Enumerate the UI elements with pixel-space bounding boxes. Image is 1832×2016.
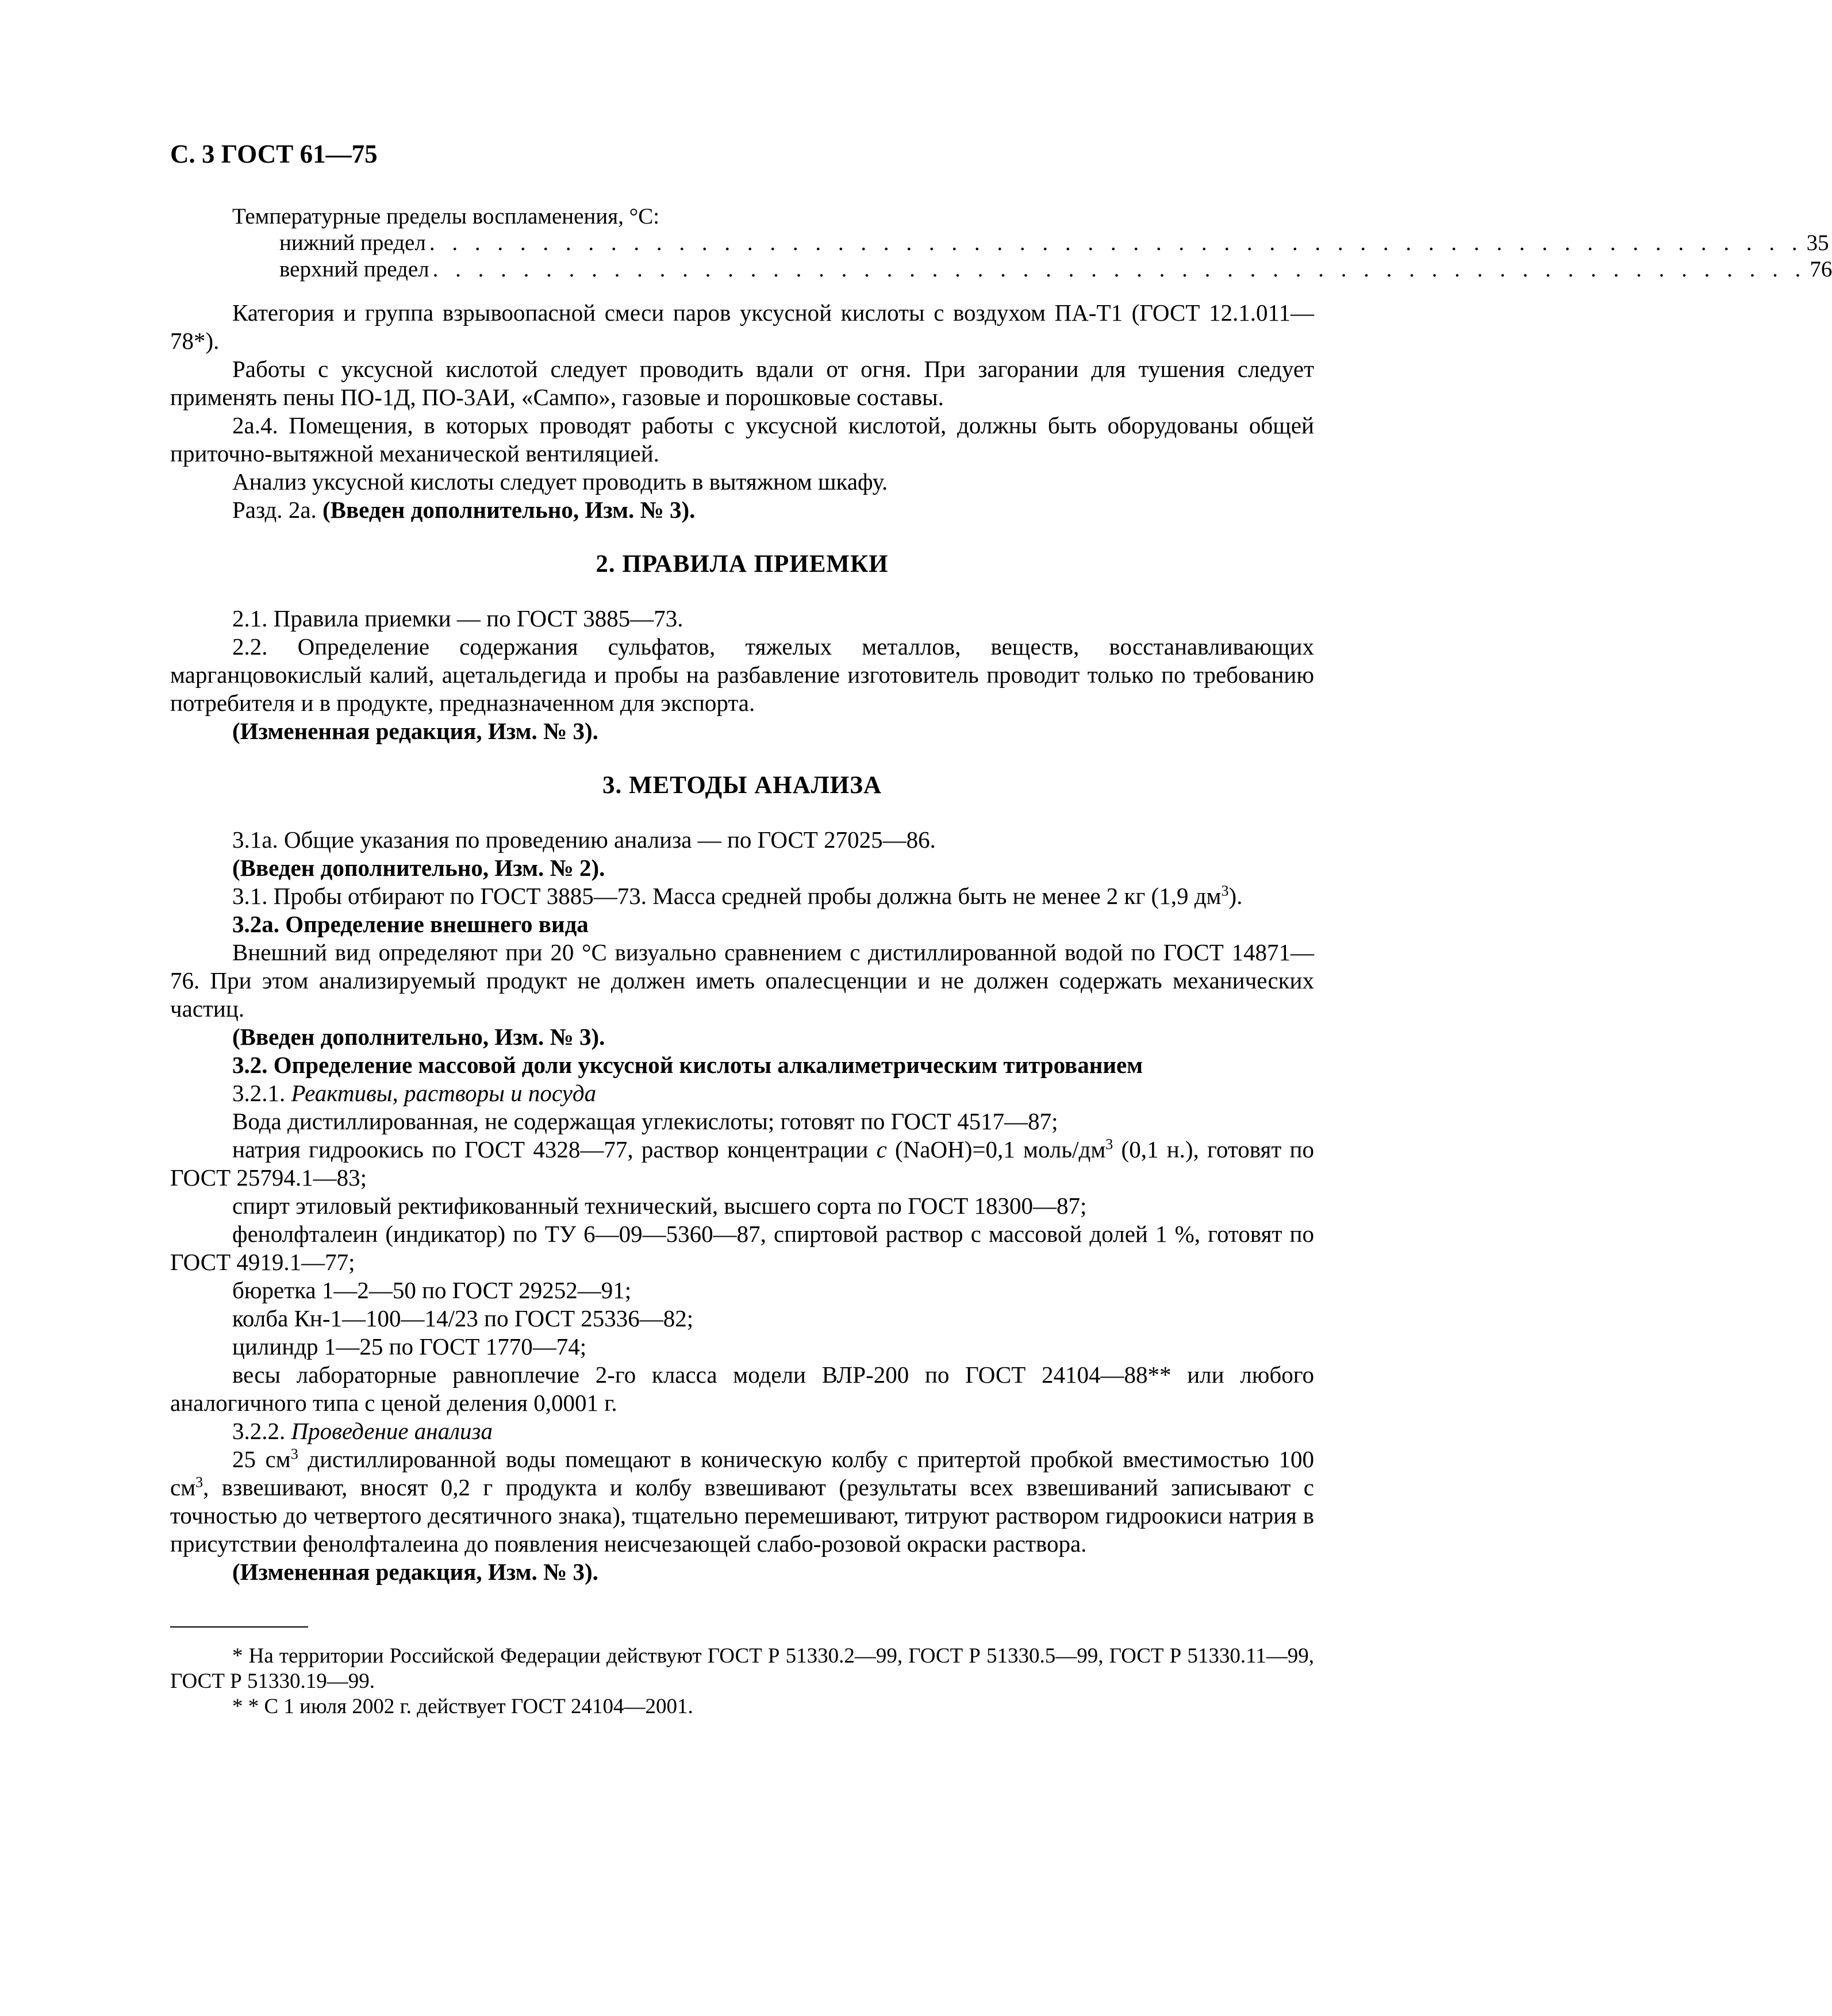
subsection-heading	[170, 1417, 1314, 1445]
amendment-note: (Введен дополнительно, Изм. № 3).	[322, 497, 696, 523]
temperature-value: 35	[1806, 230, 1829, 255]
paragraph	[170, 1445, 1314, 1558]
reagent-item: спирт этиловый ректификованный технический, высшего сорта по ГОСТ 18300—87;	[232, 1192, 1087, 1219]
paragraph: Работы с уксусной кислотой следует проводить вдали от огня. При загорании для тушения следует применять пены ПО-1Д, ПО-3АИ, «Сампо», газовые и порошковые составы.	[170, 356, 1314, 410]
leader-dots: . . . . . . . . . . . . . . . . . . . . . . . . . . . . . . . . . . . . . . . . . . . . . . . . . . . . . . . . . . . . .	[432, 257, 1807, 282]
text: Разд. 2а.	[232, 497, 323, 523]
text: (NaOH)=0,1 моль/дм	[886, 1136, 1106, 1163]
reagent-item: фенолфталеин (индикатор) по ТУ 6—09—5360—87, спиртовой раствор с массовой долей 1 %, готовят по ГОСТ 4919.1—77;	[170, 1221, 1314, 1275]
reagent-item	[170, 1136, 1314, 1192]
paragraph	[170, 496, 1314, 524]
amendment-note: (Введен дополнительно, Изм. № 2).	[232, 855, 605, 881]
subsection-heading	[170, 1079, 1314, 1107]
footnote: * На территории Российской Федерации действуют ГОСТ Р 51330.2—99, ГОСТ Р 51330.5—99, ГОСТ Р 51330.11—99, ГОСТ Р 51330.19—99.	[170, 1644, 1314, 1693]
text: , взвешивают, вносят 0,2 г продукта и колбу взвешивают (результаты всех взвешиваний записывают с точностью до четвертого десятичного знака), тщательно перемешивают, титруют раствором гидроокиси натрия в присутствии фенолфталеина до появления неисчезающей слабо-розовой окраски раствора.	[170, 1474, 1314, 1557]
text: ).	[1228, 883, 1243, 909]
amendment-note: (Введен дополнительно, Изм. № 3).	[232, 1024, 605, 1050]
superscript: 3	[195, 1473, 203, 1491]
section-title: 2. ПРАВИЛА ПРИЕМКИ	[596, 551, 889, 578]
subsection-heading: 3.2а. Определение внешнего вида	[232, 911, 589, 937]
paragraph: Анализ уксусной кислоты следует проводить в вытяжном шкафу.	[232, 468, 888, 495]
text: натрия гидроокись по ГОСТ 4328—77, раствор концентрации	[232, 1136, 877, 1163]
paragraph: Категория и группа взрывоопасной смеси паров уксусной кислоты с воздухом ПА-Т1 (ГОСТ 12.1.011—78*).	[170, 299, 1314, 354]
footnote: * * С 1 июля 2002 г. действует ГОСТ 24104—2001.	[232, 1695, 693, 1718]
text: дистиллированной воды помещают в коническую колбу с притертой пробкой вместимостью 100 см	[170, 1446, 1314, 1501]
amendment-note: (Измененная редакция, Изм. № 3).	[232, 718, 598, 744]
text: с	[876, 1136, 887, 1163]
paragraph: 2а.4. Помещения, в которых проводят работы с уксусной кислотой, должны быть оборудованы общей приточно-вытяжной механической вентиляцией.	[170, 412, 1314, 467]
document-page	[170, 137, 1832, 1719]
temperature-value: 76	[1810, 257, 1832, 282]
text: 3.2.1.	[232, 1080, 291, 1106]
amendment-note: (Измененная редакция, Изм. № 3).	[232, 1559, 598, 1585]
page-header: С. 3 ГОСТ 61—75	[170, 140, 378, 168]
temperature-heading: Температурные пределы воспламенения, °С:	[232, 204, 660, 229]
text: 25 см	[232, 1446, 291, 1472]
reagent-item: колба Кн-1—100—14/23 по ГОСТ 25336—82;	[232, 1305, 694, 1332]
temperature-label: верхний предел	[279, 257, 429, 282]
temperature-row-upper	[279, 256, 1832, 283]
reagent-item: Вода дистиллированная, не содержащая углекислоты; готовят по ГОСТ 4517—87;	[232, 1108, 1058, 1134]
superscript: 3	[290, 1445, 298, 1463]
temperature-row-lower	[279, 230, 1829, 256]
reagent-item: цилиндр 1—25 по ГОСТ 1770—74;	[232, 1333, 587, 1360]
temperature-label: нижний предел	[279, 230, 426, 255]
reagent-item: весы лабораторные равноплечие 2-го класса модели ВЛР-200 по ГОСТ 24104—88** или любого аналогичного типа с ценой деления 0,0001 г.	[170, 1361, 1314, 1416]
leader-dots: . . . . . . . . . . . . . . . . . . . . . . . . . . . . . . . . . . . . . . . . . . . . . . . . . . . . . . . . . . . . .	[429, 230, 1803, 255]
section-title: 3. МЕТОДЫ АНАЛИЗА	[602, 772, 882, 799]
paragraph: 2.1. Правила приемки — по ГОСТ 3885—73.	[232, 605, 683, 632]
text: (0,1 н.), готовят по ГОСТ 25794.1—83;	[170, 1136, 1314, 1191]
paragraph: 3.1а. Общие указания по проведению анализа — по ГОСТ 27025—86.	[232, 826, 936, 853]
text: 3.1. Пробы отбирают по ГОСТ 3885—73. Масса средней пробы должна быть не менее 2 кг (1,9 дм	[232, 883, 1222, 909]
reagent-item: бюретка 1—2—50 по ГОСТ 29252—91;	[232, 1277, 632, 1303]
text: 3.2.2.	[232, 1418, 291, 1444]
paragraph: Внешний вид определяют при 20 °С визуально сравнением с дистиллированной водой по ГОСТ 14871—76. При этом анализируемый продукт не должен иметь опалесценции и не должен содержать механических частиц.	[170, 939, 1314, 1022]
paragraph	[170, 882, 1314, 910]
subsection-heading: 3.2. Определение массовой доли уксусной кислоты алкалиметрическим титрованием	[232, 1052, 1143, 1078]
paragraph: 2.2. Определение содержания сульфатов, тяжелых металлов, веществ, восстанавливающих марганцовокислый калий, ацетальдегида и пробы на разбавление изготовитель проводит только по требованию потребителя и в продукте, предназначенном для экспорта.	[170, 633, 1314, 716]
text: Реактивы, растворы и посуда	[291, 1080, 597, 1106]
superscript: 3	[1105, 1136, 1113, 1153]
superscript: 3	[1221, 882, 1229, 899]
text: Проведение анализа	[291, 1418, 493, 1444]
